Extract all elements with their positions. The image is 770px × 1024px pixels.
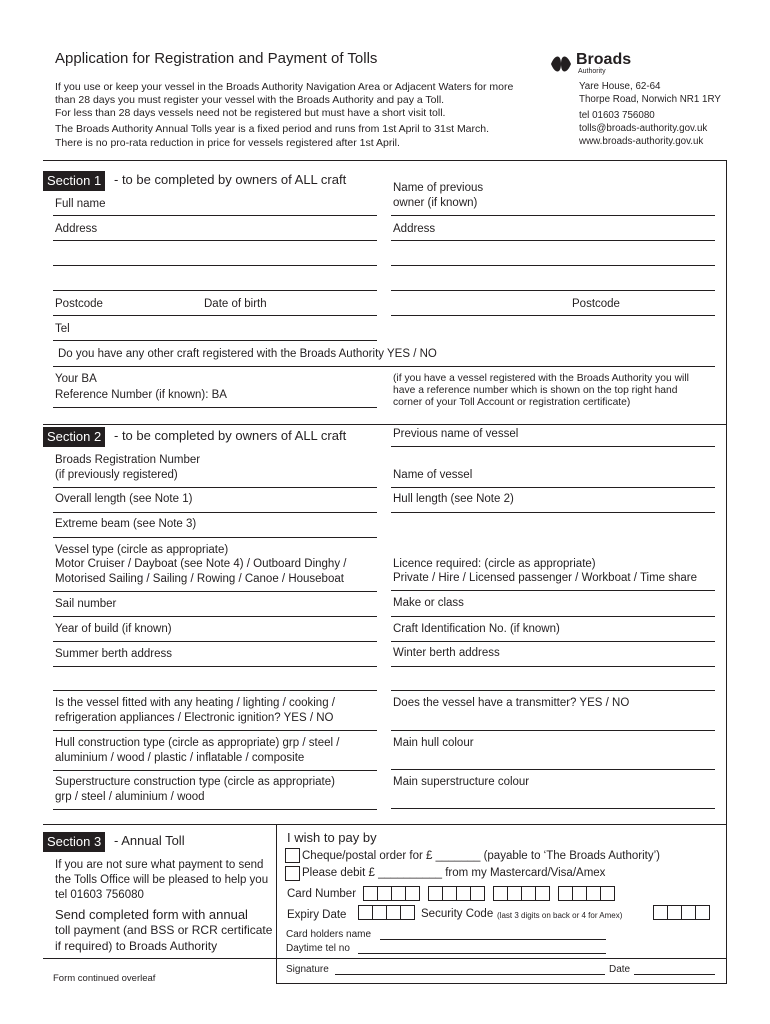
section1-tag: Section 1 bbox=[43, 171, 105, 191]
logo-name: Broads bbox=[576, 51, 632, 68]
prev-owner-address-field-3[interactable] bbox=[391, 290, 715, 291]
craft-id-field[interactable] bbox=[391, 641, 715, 642]
security-code-note: (last 3 digits on back or 4 for Amex) bbox=[497, 911, 623, 920]
card-digit-box[interactable] bbox=[572, 886, 587, 901]
heating-line bbox=[53, 730, 377, 731]
winter-berth-label: Winter berth address bbox=[393, 647, 500, 659]
super-colour-field[interactable] bbox=[391, 808, 715, 809]
date-field[interactable] bbox=[634, 974, 715, 975]
card-digit-box[interactable] bbox=[521, 886, 536, 901]
section3-right-divider bbox=[276, 958, 727, 959]
prev-vessel-name-field[interactable] bbox=[391, 446, 715, 447]
transmitter-question[interactable]: Does the vessel have a transmitter? YES / NO bbox=[393, 697, 630, 709]
make-class-field[interactable] bbox=[391, 616, 715, 617]
ref-note-2: have a reference number which is shown on the top right hand bbox=[393, 385, 678, 396]
debit-checkbox[interactable] bbox=[285, 866, 300, 881]
security-code-label: Security Code bbox=[421, 908, 494, 920]
cheque-label: Cheque/postal order for £ _______ (payable to ‘The Broads Authority’) bbox=[302, 850, 660, 862]
frame-right-1 bbox=[726, 160, 727, 424]
your-ba-label: Your BA bbox=[55, 373, 97, 385]
prev-owner-field[interactable] bbox=[391, 215, 715, 216]
section3-subtitle: - Annual Toll bbox=[114, 833, 185, 848]
expiry-label: Expiry Date bbox=[287, 909, 347, 921]
craft-id-label: Craft Identification No. (if known) bbox=[393, 623, 560, 635]
prev-vessel-name-label: Previous name of vessel bbox=[393, 428, 519, 440]
address-label: Address bbox=[55, 223, 98, 235]
other-craft-line bbox=[53, 366, 715, 367]
card-digit-box[interactable] bbox=[377, 886, 392, 901]
security-digit-box[interactable] bbox=[667, 905, 682, 920]
contact-tel: tel 01603 756080 bbox=[579, 110, 655, 121]
vessel-name-field[interactable] bbox=[391, 487, 715, 488]
card-digit-box[interactable] bbox=[470, 886, 485, 901]
broads-logo-icon bbox=[549, 52, 573, 76]
winter-berth-field-1[interactable] bbox=[391, 666, 715, 667]
card-digit-box[interactable] bbox=[442, 886, 457, 901]
contact-email: tolls@broads-authority.gov.uk bbox=[579, 123, 708, 134]
cheque-checkbox[interactable] bbox=[285, 848, 300, 863]
card-digit-box[interactable] bbox=[507, 886, 522, 901]
address-field-3[interactable] bbox=[53, 290, 377, 291]
reg-number-label-2: (if previously registered) bbox=[55, 469, 178, 481]
card-holder-field[interactable] bbox=[380, 939, 606, 940]
full-name-label: Full name bbox=[55, 198, 106, 210]
overall-length-label: Overall length (see Note 1) bbox=[55, 493, 193, 505]
full-name-field[interactable] bbox=[53, 215, 377, 216]
daytime-tel-label: Daytime tel no bbox=[286, 943, 350, 954]
address-field-1[interactable] bbox=[53, 240, 377, 241]
security-digit-box[interactable] bbox=[653, 905, 668, 920]
super-construction-line bbox=[53, 809, 377, 810]
expiry-digit-box[interactable] bbox=[358, 905, 373, 920]
intro-line-1: If you use or keep your vessel in the Broads Authority Navigation Area or Adjacent Waters for more bbox=[55, 81, 514, 93]
help-line-3: tel 01603 756080 bbox=[55, 889, 144, 901]
prev-owner-address-label: Address bbox=[393, 223, 436, 235]
send-line-3: if required) to Broads Authority bbox=[55, 939, 218, 953]
summer-berth-label: Summer berth address bbox=[55, 648, 172, 660]
pay-by-label: I wish to pay by bbox=[287, 830, 377, 845]
expiry-digit-box[interactable] bbox=[400, 905, 415, 920]
frame-bottom bbox=[276, 983, 727, 984]
hull-construction-label-2[interactable]: aluminium / wood / plastic / inflatable / composite bbox=[55, 752, 305, 764]
extreme-beam-field[interactable] bbox=[53, 537, 377, 538]
hull-colour-label: Main hull colour bbox=[393, 737, 474, 749]
section1-bottom bbox=[43, 424, 727, 425]
send-line-1: Send completed form with annual bbox=[55, 907, 248, 922]
prev-owner-label-2: owner (if known) bbox=[393, 197, 478, 209]
intro-line-2: than 28 days you must register your vessel with the Broads Authority and pay a Toll. bbox=[55, 94, 445, 106]
section3-divider bbox=[276, 824, 277, 984]
section2-bottom bbox=[43, 824, 727, 825]
super-colour-label: Main superstructure colour bbox=[393, 776, 530, 788]
dob-label: Date of birth bbox=[204, 298, 267, 310]
section2-subtitle: - to be completed by owners of ALL craft bbox=[114, 428, 347, 443]
sail-number-label: Sail number bbox=[55, 598, 117, 610]
card-holder-label: Card holders name bbox=[286, 929, 372, 940]
overall-length-field[interactable] bbox=[53, 512, 377, 513]
contact-web: www.broads-authority.gov.uk bbox=[579, 136, 704, 147]
prev-owner-label-1: Name of previous bbox=[393, 182, 484, 194]
hull-construction-label-1[interactable]: Hull construction type (circle as appropriate) grp / steel / bbox=[55, 737, 340, 749]
intro-line-5: There is no pro-rata reduction in price for vessels registered after 1st April. bbox=[55, 137, 400, 149]
heating-question-2[interactable]: refrigeration appliances / Electronic ignition? YES / NO bbox=[55, 712, 334, 724]
ref-note-3: corner of your Toll Account or registration certificate) bbox=[393, 397, 631, 408]
prev-owner-postcode-field[interactable] bbox=[391, 315, 715, 316]
hull-construction-line bbox=[53, 770, 377, 771]
form-title: Application for Registration and Payment of Tolls bbox=[55, 50, 378, 67]
tel-label: Tel bbox=[55, 323, 70, 335]
vessel-type-label: Vessel type (circle as appropriate) bbox=[55, 544, 229, 556]
contact-address-1: Yare House, 62-64 bbox=[579, 81, 661, 92]
expiry-digit-box[interactable] bbox=[386, 905, 401, 920]
card-digit-box[interactable] bbox=[535, 886, 550, 901]
prev-owner-postcode-label: Postcode bbox=[572, 298, 620, 310]
hull-length-field[interactable] bbox=[391, 512, 715, 513]
card-digit-box[interactable] bbox=[586, 886, 601, 901]
frame-right-3 bbox=[726, 824, 727, 984]
logo-subtitle: Authority bbox=[578, 68, 606, 75]
card-digit-box[interactable] bbox=[456, 886, 471, 901]
section3-tag: Section 3 bbox=[43, 832, 105, 852]
licence-options[interactable]: Private / Hire / Licensed passenger / Workboat / Time share bbox=[393, 572, 698, 584]
signature-field[interactable] bbox=[335, 974, 605, 975]
prev-owner-address-field-2[interactable] bbox=[391, 265, 715, 266]
security-digit-box[interactable] bbox=[681, 905, 696, 920]
expiry-digit-box[interactable] bbox=[372, 905, 387, 920]
send-line-2: toll payment (and BSS or RCR certificate bbox=[55, 923, 273, 937]
vessel-type-options-1[interactable]: Motor Cruiser / Dayboat (see Note 4) / Outboard Dinghy / bbox=[55, 558, 347, 570]
vessel-type-line bbox=[53, 591, 377, 592]
super-construction-label-2[interactable]: grp / steel / aluminium / wood bbox=[55, 791, 205, 803]
card-number-label: Card Number bbox=[287, 888, 357, 900]
year-build-field[interactable] bbox=[53, 641, 377, 642]
daytime-tel-field[interactable] bbox=[358, 953, 606, 954]
card-digit-box[interactable] bbox=[600, 886, 615, 901]
card-digit-box[interactable] bbox=[363, 886, 378, 901]
contact-address-2: Thorpe Road, Norwich NR1 1RY bbox=[579, 94, 721, 105]
prev-owner-address-field-1[interactable] bbox=[391, 240, 715, 241]
summer-berth-field-2[interactable] bbox=[53, 690, 377, 691]
section2-tag: Section 2 bbox=[43, 427, 105, 447]
security-digit-box[interactable] bbox=[695, 905, 710, 920]
reg-number-field[interactable] bbox=[53, 487, 377, 488]
card-digit-box[interactable] bbox=[558, 886, 573, 901]
transmitter-line bbox=[391, 730, 715, 731]
ref-note-1: (if you have a vessel registered with the Broads Authority you will bbox=[393, 373, 689, 384]
form-continued-note: Form continued overleaf bbox=[53, 973, 156, 984]
tel-field[interactable] bbox=[53, 340, 377, 341]
make-class-label: Make or class bbox=[393, 597, 464, 609]
frame-top bbox=[43, 160, 727, 161]
ref-number-field[interactable] bbox=[53, 407, 377, 408]
super-construction-label-1: Superstructure construction type (circle as appropriate) bbox=[55, 776, 335, 788]
ref-number-label[interactable]: Reference Number (if known): BA bbox=[55, 389, 227, 401]
hull-colour-field[interactable] bbox=[391, 769, 715, 770]
signature-label: Signature bbox=[286, 964, 329, 975]
year-build-label: Year of build (if known) bbox=[55, 623, 172, 635]
help-line-2: the Tolls Office will be pleased to help you bbox=[55, 874, 269, 886]
reg-number-label-1: Broads Registration Number bbox=[55, 454, 201, 466]
winter-berth-field-2[interactable] bbox=[391, 690, 715, 691]
sail-number-field[interactable] bbox=[53, 616, 377, 617]
intro-line-4: The Broads Authority Annual Tolls year is a fixed period and runs from 1st April to 31st March. bbox=[55, 123, 490, 135]
frame-right-2 bbox=[726, 424, 727, 824]
card-digit-box[interactable] bbox=[428, 886, 443, 901]
address-field-2[interactable] bbox=[53, 265, 377, 266]
licence-label: Licence required: (circle as appropriate) bbox=[393, 558, 596, 570]
licence-line bbox=[391, 590, 715, 591]
extreme-beam-label: Extreme beam (see Note 3) bbox=[55, 518, 197, 530]
card-digit-box[interactable] bbox=[493, 886, 508, 901]
summer-berth-field-1[interactable] bbox=[53, 666, 377, 667]
hull-length-label: Hull length (see Note 2) bbox=[393, 493, 514, 505]
help-line-1: If you are not sure what payment to send bbox=[55, 859, 264, 871]
postcode-label: Postcode bbox=[55, 298, 103, 310]
vessel-type-options-2[interactable]: Motorised Sailing / Sailing / Rowing / Canoe / Houseboat bbox=[55, 573, 344, 585]
card-digit-box[interactable] bbox=[405, 886, 420, 901]
section3-left-bottom bbox=[43, 958, 276, 959]
vessel-name-label: Name of vessel bbox=[393, 469, 473, 481]
section1-subtitle: - to be completed by owners of ALL craft bbox=[114, 172, 347, 187]
intro-line-3: For less than 28 days vessels need not be registered but must have a short visit toll. bbox=[55, 107, 446, 119]
card-digit-box[interactable] bbox=[391, 886, 406, 901]
postcode-dob-field[interactable] bbox=[53, 315, 377, 316]
date-label: Date bbox=[609, 964, 631, 975]
debit-label: Please debit £ __________ from my Mastercard/Visa/Amex bbox=[302, 867, 606, 879]
other-craft-question: Do you have any other craft registered with the Broads Authority YES / NO bbox=[58, 348, 437, 360]
heating-question-1: Is the vessel fitted with any heating / lighting / cooking / bbox=[55, 697, 335, 709]
